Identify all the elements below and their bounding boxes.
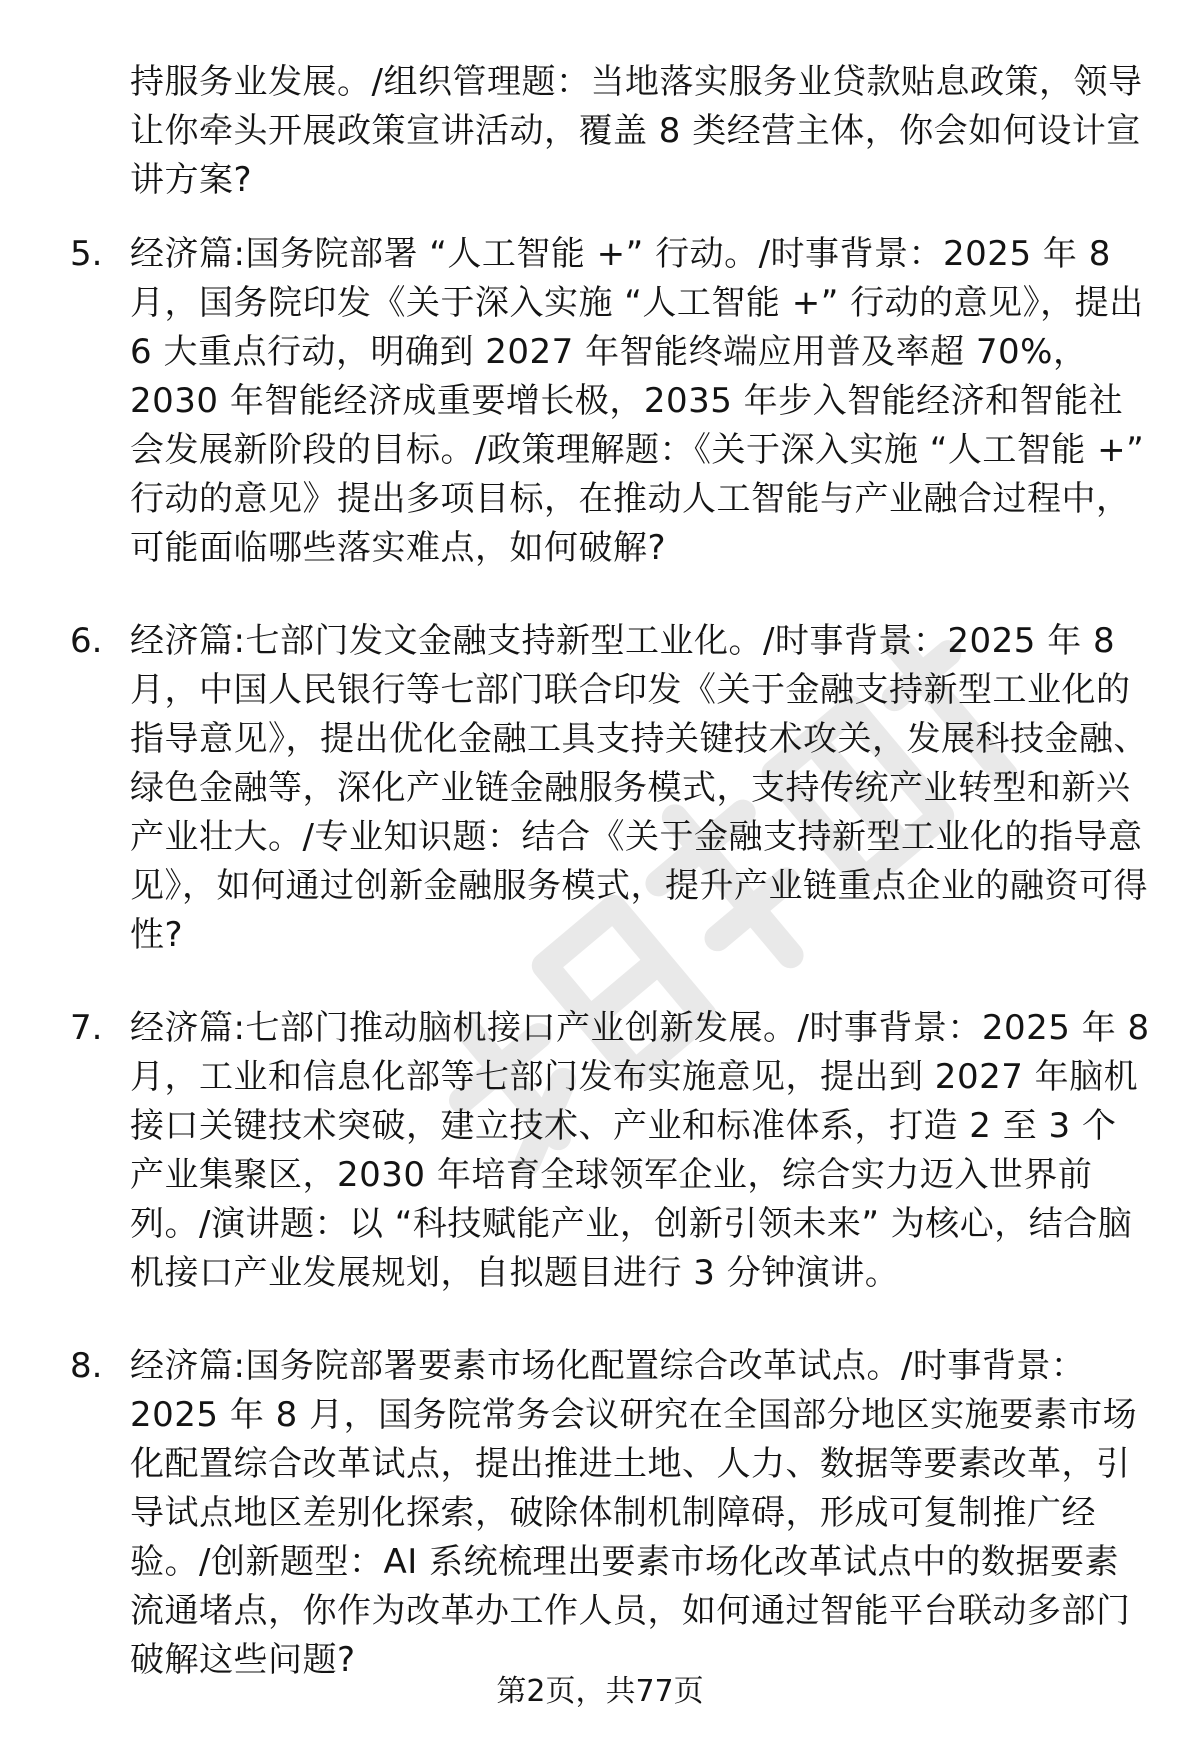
list-item <box>0 617 1200 960</box>
item-text: 经济篇:国务院部署要素市场化配置综合改革试点。/时事背景：2025 年 8 月，国务院常务会议研究在全国部分地区实施要素市场化配置综合改革试点，提出推进土地、人力、数据等要素改革，引导试点地区差别化探索，破除体制机制障碍，形成可复制推广经验。/创新题型：AI 系统梳理出要素市场化改革试点中的数据要素流通堵点，你作为改革办工作人员，如何通过智能平台联动多部门破解这些问题? <box>130 1346 1138 1680</box>
item-number: 6. <box>70 621 103 661</box>
list-item <box>0 230 1200 573</box>
item-text: 经济篇:国务院部署 “人工智能 +” 行动。/时事背景：2025 年 8 月，国务院印发《关于深入实施 “人工智能 +” 行动的意见》，提出 6 大重点行动，明确到 2027 年智能终端应用普及率超 70%，2030 年智能经济成重要增长极，2035 年步入智能经济和智能社会发展新阶段的目标。/政策理解题：《关于深入实施 “人工智能 +” 行动的意见》提出多项目标，在推动人工智能与产业融合过程中，可能面临哪些落实难点，如何破解? <box>130 234 1145 568</box>
item-text: 经济篇:七部门发文金融支持新型工业化。/时事背景：2025 年 8 月，中国人民银行等七部门联合印发《关于金融支持新型工业化的指导意见》，提出优化金融工具支持关键技术攻关，发展科技金融、绿色金融等，深化产业链金融服务模式，支持传统产业转型和新兴产业壮大。/专业知识题：结合《关于金融支持新型工业化的指导意见》，如何通过创新金融服务模式，提升产业链重点企业的融资可得性? <box>130 621 1148 955</box>
item-number: 5. <box>70 234 103 274</box>
continuation-paragraph: 持服务业发展。/组织管理题：当地落实服务业贷款贴息政策，领导让你牵头开展政策宣讲活动，覆盖 8 类经营主体，你会如何设计宣讲方案? <box>130 62 1143 200</box>
question-list <box>0 230 1200 1729</box>
page-footer: 第2页，共77页 <box>496 1674 704 1709</box>
list-item <box>0 1004 1200 1298</box>
item-number: 8. <box>70 1346 103 1386</box>
list-item <box>0 1342 1200 1685</box>
item-text: 经济篇:七部门推动脑机接口产业创新发展。/时事背景：2025 年 8 月，工业和信息化部等七部门发布实施意见，提出到 2027 年脑机接口关键技术突破，建立技术、产业和标准体系，打造 2 至 3 个产业集聚区，2030 年培育全球领军企业，综合实力迈入世界前列。/演讲题：以 “科技赋能产业，创新引领未来” 为核心，结合脑机接口产业发展规划，自拟题目进行 3 分钟演讲。 <box>130 1008 1150 1293</box>
item-number: 7. <box>70 1008 103 1048</box>
